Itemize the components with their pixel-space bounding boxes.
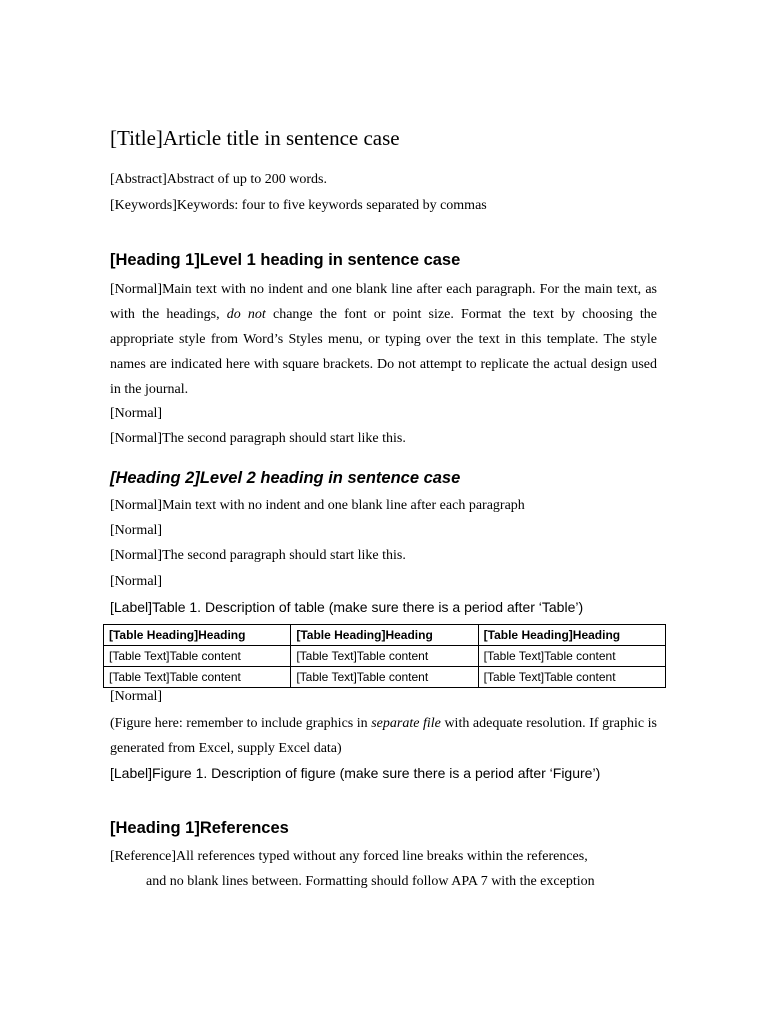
figure-placeholder-note	[110, 711, 657, 761]
main-paragraph-2: [Normal]Main text with no indent and one blank line after each paragraph	[110, 498, 525, 513]
second-paragraph-2: [Normal]The second paragraph should start like this.	[110, 548, 406, 563]
table-cell: [Table Text]Table content	[478, 667, 665, 688]
reference-line-2: and no blank lines between. Formatting should follow APA 7 with the exception	[146, 874, 595, 889]
normal-blank-line-3: [Normal]	[110, 574, 163, 589]
heading-level-1: [Heading 1]Level 1 heading in sentence case	[110, 251, 461, 269]
table-cell: [Table Text]Table content	[478, 646, 665, 667]
table-header-cell: [Table Heading]Heading	[478, 625, 665, 646]
table-row	[104, 646, 666, 667]
para1-text-b: change the font or point size. Format the text by choosing the appropriate style from Word’s Styles menu, or typing over the text in this template. The style names are indicated here with square brackets. Do not attempt to replicate the actual design used in the journal.	[110, 307, 658, 397]
table-cell: [Table Text]Table content	[104, 646, 291, 667]
table-cell: [Table Text]Table content	[291, 667, 478, 688]
table-header-row	[104, 625, 666, 646]
heading-level-2: [Heading 2]Level 2 heading in sentence case	[110, 469, 461, 487]
references-heading: [Heading 1]References	[110, 819, 289, 837]
sample-table	[103, 624, 666, 688]
table-header-cell: [Table Heading]Heading	[104, 625, 291, 646]
reference-line-1: [Reference]All references typed without any forced line breaks within the references,	[110, 849, 588, 864]
main-paragraph-1	[110, 277, 657, 402]
table-cell: [Table Text]Table content	[104, 667, 291, 688]
article-title: [Title]Article title in sentence case	[110, 126, 400, 150]
table-label: [Label]Table 1. Description of table (make sure there is a period after ‘Table’)	[110, 599, 584, 615]
normal-blank-line-2: [Normal]	[110, 523, 163, 538]
table-row	[104, 667, 666, 688]
figure-label: [Label]Figure 1. Description of figure (make sure there is a period after ‘Figure’)	[110, 765, 601, 781]
para1-emphasis: do not	[226, 307, 266, 322]
keywords-line: [Keywords]Keywords: four to five keywords separated by commas	[110, 198, 487, 213]
table-header-cell: [Table Heading]Heading	[291, 625, 478, 646]
normal-blank-line-4: [Normal]	[110, 689, 163, 704]
abstract-line: [Abstract]Abstract of up to 200 words.	[110, 172, 327, 187]
normal-blank-line-1: [Normal]	[110, 406, 163, 421]
table-cell: [Table Text]Table content	[291, 646, 478, 667]
figure-note-text-a: (Figure here: remember to include graphics in	[110, 716, 372, 731]
second-paragraph-1: [Normal]The second paragraph should start like this.	[110, 431, 406, 446]
para1-text-a: [Normal]Main text with no indent and one blank line after each paragraph. For the main text, as with the headings,	[110, 282, 657, 322]
figure-note-emphasis: separate file	[371, 716, 441, 731]
figure-note-text-b: with adequate resolution. If graphic is generated from Excel, supply Excel data)	[110, 716, 657, 756]
